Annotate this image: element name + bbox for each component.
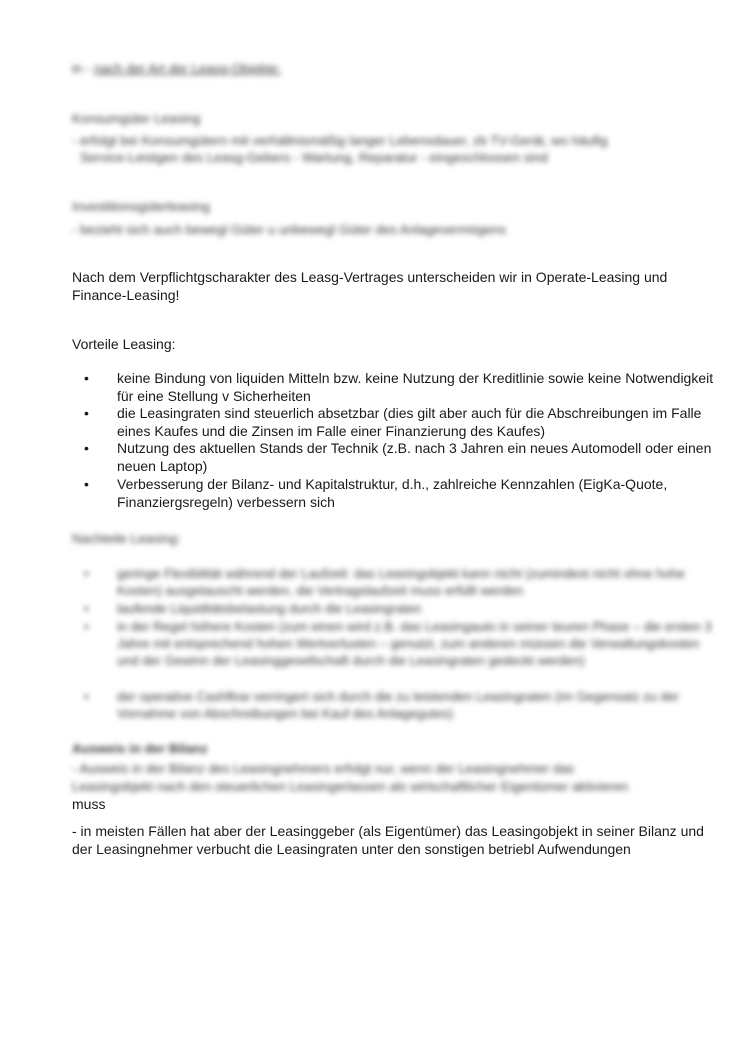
bullet-icon: • [84, 370, 89, 386]
advantage-item-text: Nutzung des aktuellen Stands der Technik (z.B. nach 3 Jahren ein neues Automodell oder einen neuen Laptop) [117, 440, 712, 474]
disadvantage-item [84, 688, 724, 722]
object-type-prefix: in - [72, 61, 94, 76]
intro-paragraph: Nach dem Verpflichtgscharakter des Leasg-Vertrages unterscheiden wir in Operate-Leasing und Finance-Leasing! [72, 269, 668, 303]
balance-heading: Ausweis in der Bilanz [72, 741, 208, 756]
balance-text-end: muss [72, 796, 106, 812]
disadvantage-item-text: laufende Liquiditätsbelastung durch die Leasingraten [117, 601, 422, 616]
consumer-leasing-heading: Konsumgüter Leasing [72, 111, 201, 126]
bullet-icon: • [84, 440, 89, 456]
bullet-icon: • [84, 619, 89, 634]
bullet-icon: • [84, 601, 89, 616]
disadvantage-item-text: in der Regel höhere Kosten (zum einen wird z.B. das Leasingauto in seiner teuren Phase – die ersten 3 Jahre mit entsprechend hohen Wertverlusten – genutzt, zum anderen müssen die Verwaltungskosten und der Gewinn der Leasinggesellschaft durch die Leasingraten gedeckt werden) [117, 619, 712, 668]
consumer-leasing-text-2: Service-Leistgen des Leasg-Gebers - Wartung, Reparatur - eingeschlossen sind [80, 150, 548, 165]
advantages-heading: Vorteile Leasing: [72, 336, 176, 352]
disadvantage-item [84, 565, 724, 599]
disadvantage-item [84, 618, 724, 669]
advantage-item-text: die Leasingraten sind steuerlich absetzbar (dies gilt aber auch für die Abschreibungen im Falle eines Kaufes und die Zinsen im Falle einer Finanzierung des Kaufes) [117, 405, 702, 439]
advantage-item-text: Verbesserung der Bilanz- und Kapitalstruktur, d.h., zahlreiche Kennzahlen (EigKa-Quote, Finanziergsregeln) verbessern sich [117, 476, 668, 510]
advantage-item [84, 370, 724, 405]
advantage-item [84, 405, 724, 440]
balance-text-2: Leasingobjekt nach den steuerlichen Leasingerlassen als wirtschaftlicher Eigentümer aktivieren [72, 779, 629, 794]
object-type-line [72, 60, 281, 77]
bullet-icon: • [84, 476, 89, 492]
advantage-item-text: keine Bindung von liquiden Mitteln bzw. keine Nutzung der Kreditlinie sowie keine Notwendigkeit für eine Stellung v Sicherheiten [117, 370, 714, 404]
disadvantages-heading: Nachteile Leasing: [72, 531, 181, 546]
investment-leasing-heading: Investitionsgüterleasing [72, 199, 210, 214]
investment-leasing-text: - bezieht sich auch bewegl Güter u unbewegl Güter des Anlagevermögens [72, 222, 506, 237]
bullet-icon: • [84, 405, 89, 421]
advantage-item [84, 440, 724, 475]
advantage-item [84, 476, 724, 511]
consumer-leasing-text-1: - erfolgt bei Konsumgütern mit verhältnismäßig langer Lebensdauer, zb TV-Gerät, wo häufig [72, 133, 608, 148]
disadvantage-item [84, 600, 724, 617]
bullet-icon: • [84, 566, 89, 581]
disadvantage-item-text: geringe Flexibilität während der Laufzeit: das Leasingobjekt kann nicht (zumindest nicht ohne hohe Kosten) ausgetauscht werden, die Vertragslaufzeit muss erfüllt werden [117, 566, 686, 598]
disadvantage-item-text: der operative Cashflow verringert sich durch die zu leistenden Leasingraten (im Gegensatz zu der Vornahme von Abschreibungen bei Kauf des Anlagegutes) [117, 689, 680, 721]
balance-text-1: - Ausweis in der Bilanz des Leasingnehmers erfolgt nur, wenn der Leasingnehmer das [72, 761, 575, 776]
bullet-icon: • [84, 689, 89, 704]
closing-paragraph: - in meisten Fällen hat aber der Leasinggeber (als Eigentümer) das Leasingobjekt in seiner Bilanz und der Leasingnehmer verbucht die Leasingraten unter den sonstigen betriebl Aufwendungen [72, 823, 704, 857]
object-type-heading: nach der Art der Leasg-Objekte: [93, 61, 281, 76]
